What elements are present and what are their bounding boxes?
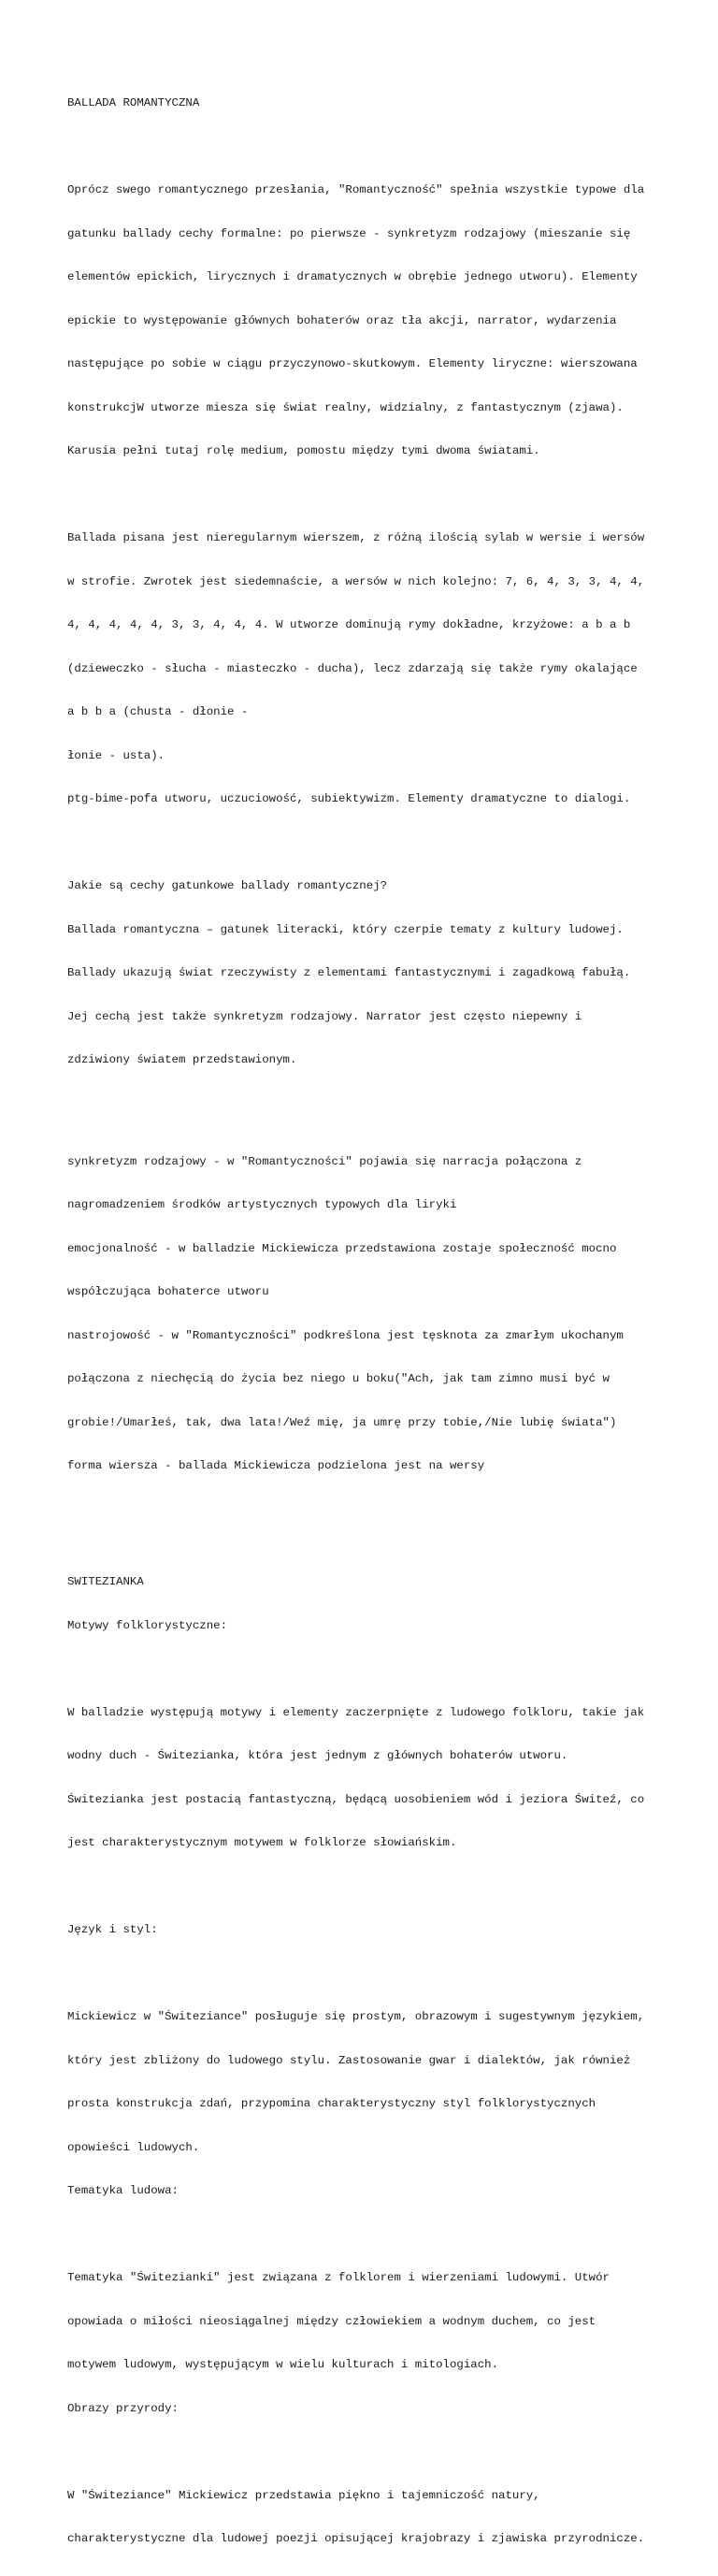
text-line: prosta konstrukcja zdań, przypomina charakterystyczny styl folklorystycznych bbox=[67, 2097, 596, 2110]
text-line: zdziwiony światem przedstawionym. bbox=[67, 1053, 297, 1066]
text-line: opowieści ludowych. bbox=[67, 2140, 200, 2154]
language-paragraph bbox=[67, 1981, 666, 2228]
spacer bbox=[67, 488, 666, 503]
text-line: wodny duch - Świtezianka, która jest jednym z głównych bohaterów utworu. bbox=[67, 1749, 568, 1762]
text-line: 4, 4, 4, 4, 4, 3, 3, 4, 4, 4. W utworze dominują rymy dokładne, krzyżowe: a b a b bbox=[67, 618, 631, 631]
document-title bbox=[67, 67, 666, 140]
text-line: Ballady ukazują świat rzeczywisty z elementami fantastycznymi i zagadkową fabułą. bbox=[67, 966, 631, 979]
spacer bbox=[67, 836, 666, 851]
spacer bbox=[67, 1967, 666, 1982]
list-item: emocjonalność - w balladzie Mickiewicza przedstawiona zostaje społeczność mocno bbox=[67, 1241, 617, 1255]
text-line: elementów epickich, lirycznych i dramatycznych w obrębie jednego utworu). Elementy bbox=[67, 270, 638, 283]
themes-paragraph bbox=[67, 2242, 666, 2445]
text-line: W balladzie występują motywy i elementy zaczerpnięte z ludowego folkloru, takie jak bbox=[67, 1705, 645, 1719]
spacer bbox=[67, 1880, 666, 1895]
nature-heading: Obrazy przyrody: bbox=[67, 2401, 179, 2415]
spacer bbox=[67, 1503, 666, 1547]
text-line: który jest zbliżony do ludowego stylu. Zastosowanie gwar i dialektów, jak również bbox=[67, 2053, 631, 2067]
text-line: Ballada pisana jest nieregularnym wierszem, z różną ilością sylab w wersie i wersów bbox=[67, 531, 645, 544]
text-line: opowiada o miłości nieosiągalnej między człowiekiem a wodnym duchem, co jest bbox=[67, 2314, 596, 2328]
list-item: grobie!/Umarłeś, tak, dwa lata!/Weź mię, ja umrę przy tobie,/Nie lubię świata") bbox=[67, 1415, 617, 1429]
language-heading: Język i styl: bbox=[67, 1923, 158, 1936]
question-line: Jakie są cechy gatunkowe ballady romantycznej? bbox=[67, 879, 388, 892]
text-line: Mickiewicz w "Świteziance" posługuje się prostym, obrazowym i sugestywnym językiem, bbox=[67, 2010, 645, 2023]
document-page bbox=[67, 67, 666, 2576]
spacer bbox=[67, 2445, 666, 2460]
themes-heading: Tematyka ludowa: bbox=[67, 2184, 179, 2197]
text-line: (dzieweczko - słucha - miasteczko - ducha), lecz zdarzają się także rymy okalające bbox=[67, 661, 638, 675]
text-line: Oprócz swego romantycznego przesłania, "Romantyczność" spełnia wszystkie typowe dla bbox=[67, 183, 645, 196]
title-line: BALLADA ROMANTYCZNA bbox=[67, 96, 200, 109]
text-line: Świtezianka jest postacią fantastyczną, będącą uosobieniem wód i jeziora Świteź, co bbox=[67, 1792, 645, 1806]
text-line: motywem ludowym, występującym w wielu kulturach i mitologiach. bbox=[67, 2358, 499, 2371]
text-line: następujące po sobie w ciągu przyczynowo-skutkowym. Elementy liryczne: wierszowana bbox=[67, 357, 638, 370]
section2-heading bbox=[67, 1546, 666, 1662]
list-item: nastrojowość - w "Romantyczności" podkreślona jest tęsknota za zmarłym ukochanym bbox=[67, 1328, 624, 1342]
motifs-paragraph bbox=[67, 1677, 666, 1880]
section-subtitle: Motywy folklorystyczne: bbox=[67, 1618, 228, 1632]
text-line: jest charakterystycznym motywem w folklorze słowiańskim. bbox=[67, 1836, 457, 1849]
text-line: Karusia pełni tutaj rolę medium, pomostu między tymi dwoma światami. bbox=[67, 444, 540, 457]
text-line: Ballada romantyczna – gatunek literacki, który czerpie tematy z kultury ludowej. bbox=[67, 922, 624, 936]
text-line: ptg-bime-pofa utworu, uczuciowość, subiektywizm. Elementy dramatyczne to dialogi. bbox=[67, 792, 631, 805]
text-line: epickie to występowanie głównych bohaterów oraz tła akcji, narrator, wydarzenia bbox=[67, 313, 617, 327]
spacer bbox=[67, 140, 666, 155]
text-line: a b b a (chusta - dłonie - bbox=[67, 705, 249, 718]
list-item: połączona z niechęcią do życia bez niego u boku("Ach, jak tam zimno musi być w bbox=[67, 1372, 610, 1385]
intro-paragraph bbox=[67, 154, 666, 488]
list-item: forma wiersza - ballada Mickiewicza podzielona jest na wersy bbox=[67, 1459, 485, 1472]
text-line: W "Świteziance" Mickiewicz przedstawia piękno i tajemniczość natury, bbox=[67, 2488, 540, 2502]
text-line: w strofie. Zwrotek jest siedemnaście, a wersów w nich kolejno: 7, 6, 4, 3, 3, 4, 4, bbox=[67, 574, 645, 588]
spacer bbox=[67, 1662, 666, 1677]
list-item: synkretyzm rodzajowy - w "Romantyczności" pojawia się narracja połączona z bbox=[67, 1154, 582, 1168]
language-heading-block bbox=[67, 1894, 666, 1967]
form-paragraph bbox=[67, 502, 666, 836]
text-line: Tematyka "Świtezianki" jest związana z folklorem i wierzeniami ludowymi. Utwór bbox=[67, 2271, 610, 2284]
spacer bbox=[67, 1097, 666, 1126]
list-item: nagromadzeniem środków artystycznych typowych dla liryki bbox=[67, 1198, 457, 1211]
section-title: SWITEZIANKA bbox=[67, 1575, 144, 1588]
text-line: Jej cechą jest także synkretyzm rodzajowy. Narrator jest często niepewny i bbox=[67, 1009, 582, 1023]
text-line: łonie - usta). bbox=[67, 748, 165, 762]
features-list bbox=[67, 1126, 666, 1503]
text-line: charakterystyczne dla ludowej poezji opisującej krajobrazy i zjawiska przyrodnicze. bbox=[67, 2532, 645, 2545]
spacer bbox=[67, 2228, 666, 2243]
list-item: współczująca bohaterce utworu bbox=[67, 1285, 269, 1298]
text-line: gatunku ballady cechy formalne: po pierwsze - synkretyzm rodzajowy (mieszanie się bbox=[67, 226, 631, 240]
question-paragraph bbox=[67, 850, 666, 1097]
nature-paragraph bbox=[67, 2460, 666, 2576]
text-line: konstrukcjW utworze miesza się świat realny, widzialny, z fantastycznym (zjawa). bbox=[67, 400, 624, 414]
